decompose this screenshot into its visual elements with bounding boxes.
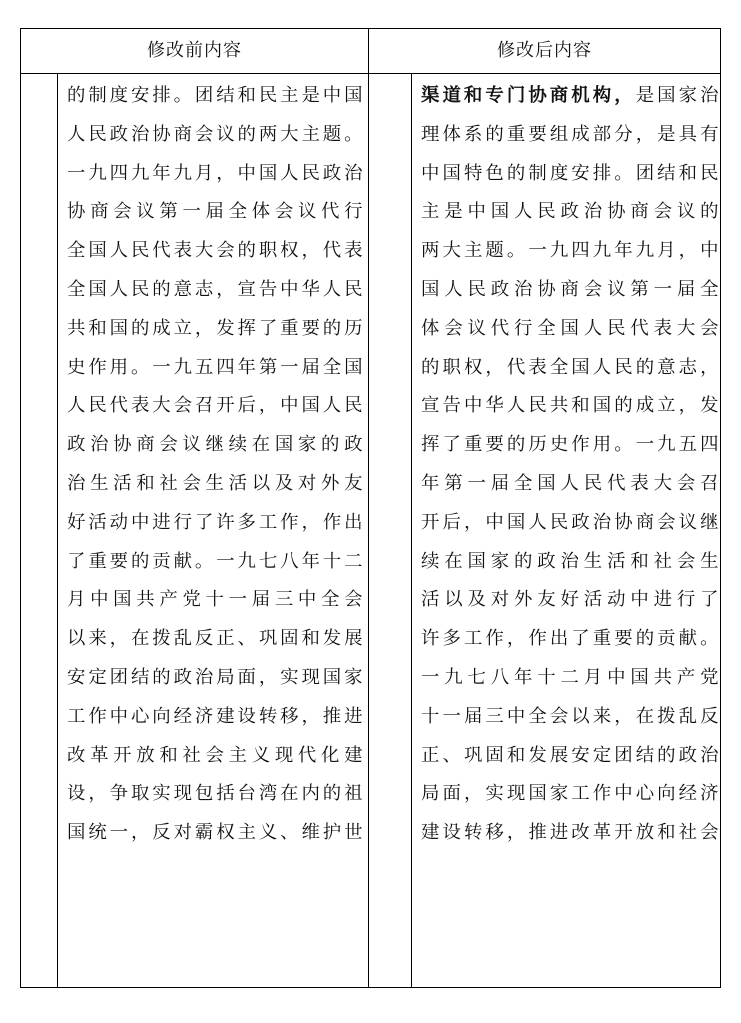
after-content-cell <box>421 77 719 853</box>
text-line: 史作用。一九五四年第一届全国 <box>67 356 363 378</box>
text-line: 国统一，反对霸权主义、维护世 <box>67 822 363 844</box>
text-line: 设，争取实现包括台湾在内的祖 <box>67 783 363 805</box>
text-line: 工作中心向经济建设转移，推进 <box>67 705 363 727</box>
text-line: 许多工作，作出了重要的贡献。 <box>421 628 719 650</box>
comparison-table <box>20 28 721 988</box>
text-line: 一九四九年九月，中国人民政治 <box>67 162 363 184</box>
text-line: 安定团结的政治局面，实现国家 <box>67 666 363 688</box>
text-line: 续在国家的政治生活和社会生 <box>421 550 719 572</box>
text-line-first <box>421 77 719 116</box>
text-line: 人民政治协商会议的两大主题。 <box>67 123 363 145</box>
text-line: 了重要的贡献。一九七八年十二 <box>67 550 363 572</box>
text-line: 的职权，代表全国人民的意志， <box>421 356 719 378</box>
column-divider <box>368 29 369 987</box>
text-line: 政治协商会议继续在国家的政 <box>67 434 363 456</box>
text-line: 协商会议第一届全体会议代行 <box>67 201 363 223</box>
text-line: 好活动中进行了许多工作，作出 <box>67 511 363 533</box>
text-line: 活以及对外友好活动中进行了 <box>421 589 719 611</box>
text-line-remainder: 是国家治 <box>635 85 719 106</box>
amended-bold-text: 渠道和专门协商机构， <box>421 85 636 106</box>
text-line: 改革开放和社会主义现代化建 <box>67 744 363 766</box>
text-line: 全国人民的意志，宣告中华人民 <box>67 278 363 300</box>
text-line: 年第一届全国人民代表大会召 <box>421 472 719 494</box>
text-line: 两大主题。一九四九年九月，中 <box>421 240 719 262</box>
text-line: 局面，实现国家工作中心向经济 <box>421 783 719 805</box>
text-line: 月中国共产党十一届三中全会 <box>67 589 363 611</box>
right-margin-divider <box>411 74 412 987</box>
text-line: 一九七八年十二月中国共产党 <box>421 666 719 688</box>
text-line: 全国人民代表大会的职权，代表 <box>67 240 363 262</box>
text-line: 体会议代行全国人民代表大会 <box>421 317 719 339</box>
text-line: 人民代表大会召开后，中国人民 <box>67 395 363 417</box>
text-line: 的制度安排。团结和民主是中国 <box>67 85 363 106</box>
text-line: 建设转移，推进改革开放和社会 <box>421 822 719 844</box>
header-before: 修改前内容 <box>147 40 242 61</box>
text-line: 正、巩固和发展安定团结的政治 <box>421 744 719 766</box>
text-line: 治生活和社会生活以及对外友 <box>67 472 363 494</box>
table-header-row <box>21 29 720 74</box>
text-line: 主是中国人民政治协商会议的 <box>421 201 719 223</box>
before-content-cell <box>67 77 363 853</box>
header-after: 修改后内容 <box>497 40 592 61</box>
text-line: 十一届三中全会以来，在拨乱反 <box>421 705 719 727</box>
text-line: 宣告中华人民共和国的成立，发 <box>421 395 719 417</box>
text-line: 共和国的成立，发挥了重要的历 <box>67 317 363 339</box>
left-margin-divider <box>57 74 58 987</box>
text-line: 理体系的重要组成部分，是具有 <box>421 123 719 145</box>
text-line: 中国特色的制度安排。团结和民 <box>421 162 719 184</box>
text-line: 挥了重要的历史作用。一九五四 <box>421 434 719 456</box>
text-line: 开后，中国人民政治协商会议继 <box>421 511 719 533</box>
text-line: 以来，在拨乱反正、巩固和发展 <box>67 628 363 650</box>
text-line: 国人民政治协商会议第一届全 <box>421 278 719 300</box>
